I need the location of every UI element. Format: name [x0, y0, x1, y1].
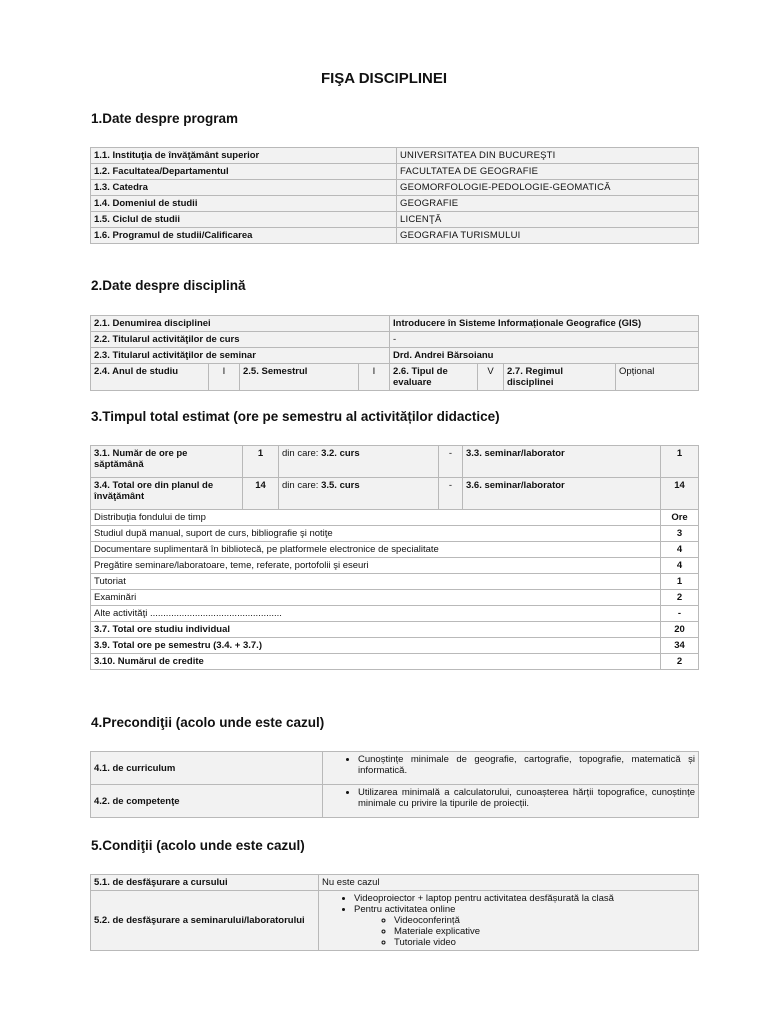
- semester-label: 2.5. Semestrul: [240, 364, 359, 391]
- section-heading-conditions: 5.Condiţii (acolo unde este cazul): [91, 838, 305, 853]
- preconditions-table: [90, 751, 699, 818]
- year-value: I: [209, 364, 240, 391]
- table-row: [91, 526, 699, 542]
- list-item: • Videoproiector + laptop pentru activitatea desfășurată la clasă: [354, 893, 695, 904]
- hours-week-seminar-value: 1: [661, 446, 699, 478]
- hours-total-course-value: -: [439, 478, 463, 510]
- activity-value: 4: [661, 558, 699, 574]
- competences-value: [323, 785, 699, 818]
- sub-list-item: ◦ Videoconferință: [394, 915, 695, 926]
- competences-label: 4.2. de competenţe: [91, 785, 323, 818]
- hours-total-value: 14: [243, 478, 279, 510]
- table-row: [91, 785, 699, 818]
- table-row: [91, 542, 699, 558]
- regime-label: 2.7. Regimul disciplinei: [504, 364, 616, 391]
- table-row: [91, 228, 699, 244]
- total-label: 3.7. Total ore studiu individual: [91, 622, 661, 638]
- hours-total-seminar-value: 14: [661, 478, 699, 510]
- seminar-conditions-value: [319, 891, 699, 951]
- table-row: [91, 558, 699, 574]
- evaluation-value: V: [478, 364, 504, 391]
- page-title: FIŞA DISCIPLINEI: [320, 70, 448, 87]
- activity-value: 4: [661, 542, 699, 558]
- table-row: [91, 196, 699, 212]
- table-row: [91, 148, 699, 164]
- activity-label: Documentare suplimentară în bibliotecă, pe platformele electronice de specialitate: [91, 542, 661, 558]
- section-heading-program: 1.Date despre program: [91, 111, 239, 126]
- total-value: 20: [661, 622, 699, 638]
- total-value: 34: [661, 638, 699, 654]
- course-conditions-value: Nu este cazul: [319, 875, 699, 891]
- program-label: 1.2. Facultatea/Departamentul: [91, 164, 397, 180]
- program-label: 1.4. Domeniul de studii: [91, 196, 397, 212]
- evaluation-label: 2.6. Tipul de evaluare: [390, 364, 478, 391]
- of-which-text: din care:: [282, 448, 322, 459]
- time-distribution-unit: Ore: [661, 510, 699, 526]
- activity-label: Alte activităţi ..................................................: [91, 606, 661, 622]
- table-row: [91, 590, 699, 606]
- seminar-holder-value: Drd. Andrei Bărsoianu: [390, 348, 699, 364]
- table-row: [91, 212, 699, 228]
- program-table: [90, 147, 699, 244]
- of-which-text: din care:: [282, 480, 322, 491]
- table-row: [91, 606, 699, 622]
- list-item: • Utilizarea minimală a calculatorului, cunoașterea hărții topografice, cunoștințe minimale cu privire la tipurile de proiecții.: [358, 787, 695, 809]
- seminar-conditions-label: 5.2. de desfăşurare a seminarului/laboratorului: [91, 891, 319, 951]
- list-item-text: Pentru activitatea online: [354, 904, 456, 915]
- table-row: [91, 164, 699, 180]
- table-row: [91, 638, 699, 654]
- regime-value: Opțional: [616, 364, 699, 391]
- hours-total-course-label: [279, 478, 439, 510]
- course-conditions-label: 5.1. de desfăşurare a cursului: [91, 875, 319, 891]
- total-label: 3.9. Total ore pe semestru (3.4. + 3.7.): [91, 638, 661, 654]
- table-row: [91, 364, 699, 391]
- hours-week-course-label: [279, 446, 439, 478]
- hours-week-label: 3.1. Număr de ore pe săptămână: [91, 446, 243, 478]
- section-heading-discipline: 2.Date despre disciplină: [91, 278, 246, 293]
- table-row: [91, 654, 699, 670]
- program-label: 1.3. Catedra: [91, 180, 397, 196]
- activity-value: 2: [661, 590, 699, 606]
- table-row: [91, 510, 699, 526]
- table-row: [91, 875, 699, 891]
- course-holder-value: -: [390, 332, 699, 348]
- curriculum-value: [323, 752, 699, 785]
- hours-week-value: 1: [243, 446, 279, 478]
- course-label: 3.5. curs: [321, 480, 360, 491]
- activity-value: 3: [661, 526, 699, 542]
- hours-total-label: 3.4. Total ore din planul de învăţământ: [91, 478, 243, 510]
- activity-label: Pregătire seminare/laboratoare, teme, referate, portofolii şi eseuri: [91, 558, 661, 574]
- seminar-holder-label: 2.3. Titularul activităţilor de seminar: [91, 348, 390, 364]
- program-value: GEOGRAFIE: [397, 196, 699, 212]
- total-label: 3.10. Numărul de credite: [91, 654, 661, 670]
- activity-label: Examinări: [91, 590, 661, 606]
- program-label: 1.1. Instituţia de învăţământ superior: [91, 148, 397, 164]
- hours-week-seminar-label: 3.3. seminar/laborator: [463, 446, 661, 478]
- table-row: [91, 180, 699, 196]
- conditions-table: [90, 874, 699, 951]
- table-row: [91, 332, 699, 348]
- section-heading-preconditions: 4.Precondiţii (acolo unde este cazul): [91, 715, 325, 730]
- discipline-name-value: Introducere în Sisteme Informaționale Geografice (GIS): [390, 316, 699, 332]
- activity-label: Tutoriat: [91, 574, 661, 590]
- program-value: FACULTATEA DE GEOGRAFIE: [397, 164, 699, 180]
- program-label: 1.5. Ciclul de studii: [91, 212, 397, 228]
- activity-value: 1: [661, 574, 699, 590]
- hours-week-course-value: -: [439, 446, 463, 478]
- course-holder-label: 2.2. Titularul activităţilor de curs: [91, 332, 390, 348]
- course-label: 3.2. curs: [321, 448, 360, 459]
- sub-list-item: ◦ Materiale explicative: [394, 926, 695, 937]
- program-value: GEOGRAFIA TURISMULUI: [397, 228, 699, 244]
- table-row: [91, 348, 699, 364]
- time-distribution-label: Distribuţia fondului de timp: [91, 510, 661, 526]
- hours-total-seminar-label: 3.6. seminar/laborator: [463, 478, 661, 510]
- list-item: [354, 904, 695, 948]
- year-label: 2.4. Anul de studiu: [91, 364, 209, 391]
- list-item: • Cunoștințe minimale de geografie, cartografie, topografie, matematică și informatică.: [358, 754, 695, 776]
- table-row: [91, 574, 699, 590]
- program-value: GEOMORFOLOGIE-PEDOLOGIE-GEOMATICĂ: [397, 180, 699, 196]
- program-value: UNIVERSITATEA DIN BUCUREŞTI: [397, 148, 699, 164]
- total-value: 2: [661, 654, 699, 670]
- table-row: [91, 446, 699, 478]
- time-table: [90, 445, 699, 670]
- discipline-name-label: 2.1. Denumirea disciplinei: [91, 316, 390, 332]
- table-row: [91, 752, 699, 785]
- activity-value: -: [661, 606, 699, 622]
- table-row: [91, 622, 699, 638]
- table-row: [91, 316, 699, 332]
- curriculum-label: 4.1. de curriculum: [91, 752, 323, 785]
- program-value: LICENŢĂ: [397, 212, 699, 228]
- table-row: [91, 891, 699, 951]
- semester-value: I: [359, 364, 390, 391]
- program-rows: [91, 148, 699, 244]
- section-heading-time: 3.Timpul total estimat (ore pe semestru al activităților didactice): [91, 409, 500, 424]
- sub-list-item: ◦ Tutoriale video: [394, 937, 695, 948]
- table-row: [91, 478, 699, 510]
- activity-label: Studiul după manual, suport de curs, bibliografie şi notiţe: [91, 526, 661, 542]
- program-label: 1.6. Programul de studii/Calificarea: [91, 228, 397, 244]
- discipline-table: [90, 315, 699, 391]
